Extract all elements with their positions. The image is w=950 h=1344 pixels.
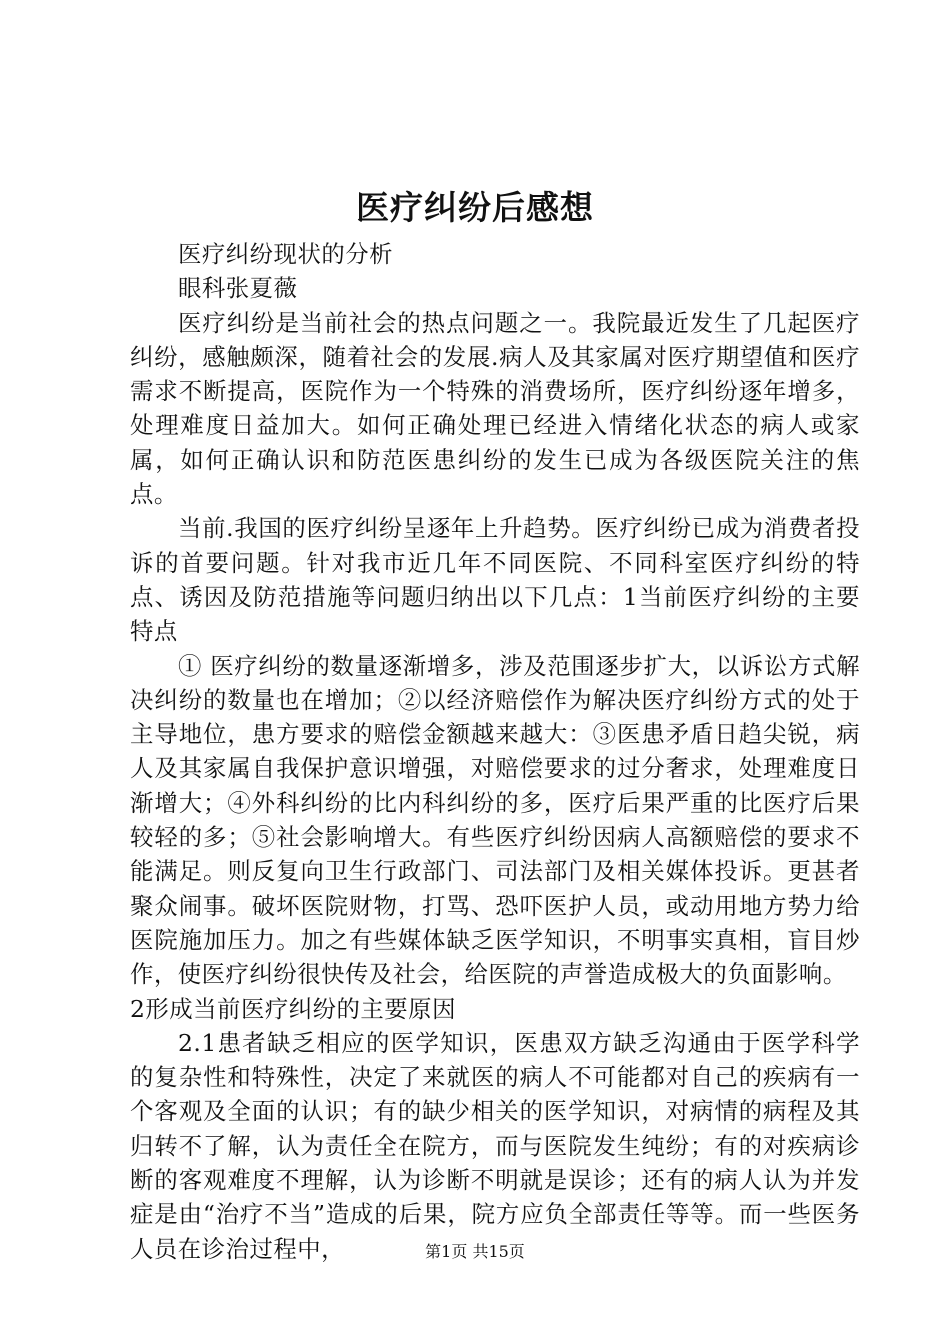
section-heading: 医疗纠纷现状的分析: [178, 240, 394, 268]
body-paragraph: 2.1患者缺乏相应的医学知识，医患双方缺乏沟通由于医学科学的复杂性和特殊性，决定了来就医的病人不可能都对自己的疾病有一个客观及全面的认识；有的缺少相关的医学知识，对病情的病程及其归转不了解，认为责任全在院方，而与医院发生纯纷；有的对疾病诊断的客观难度不理解，认为诊断不明就是误诊；还有的病人认为并发症是由“治疗不当”造成的后果，院方应负全部责任等等。而一些医务人员在诊治过程中，: [130, 1028, 860, 1263]
document-title: 医疗纠纷后感想: [356, 188, 594, 227]
body-paragraph: 医疗纠纷是当前社会的热点问题之一。我院最近发生了几起医疗纠纷，感触颇深，随着社会的发展.病人及其家属对医疗期望值和医疗需求不断提高，医院作为一个特殊的消费场所，医疗纠纷逐年增多，处理难度日益加大。如何正确处理已经进入情绪化状态的病人或家属，如何正确认识和防范医患纠纷的发生已成为各级医院关注的焦点。: [130, 308, 860, 509]
author-line: 眼科张夏薇: [178, 274, 298, 303]
body-paragraph: ① 医疗纠纷的数量逐渐增多，涉及范围逐步扩大，以诉讼方式解决纠纷的数量也在增加；②以经济赔偿作为解决医疗纠纷方式的处于主导地位，患方要求的赔偿金额越来越大：③医患矛盾日趋尖锐，病人及其家属自我保护意识增强，对赔偿要求的过分奢求，处理难度日渐增大；④外科纠纷的比内科纠纷的多，医疗后果严重的比医疗后果较轻的多；⑤社会影响增大。有些医疗纠纷因病人高额赔偿的要求不能满足。则反复向卫生行政部门、司法部门及相关媒体投诉。更甚者聚众闹事。破坏医院财物，打骂、恐吓医护人员，或动用地方势力给医院施加压力。加之有些媒体缺乏医学知识，不明事实真相，盲目炒作，使医疗纠纷很快传及社会，给医院的声誉造成极大的负面影响。: [130, 651, 860, 989]
document-body: [130, 237, 860, 1266]
subsection-heading: 2形成当前医疗纠纷的主要原因: [130, 994, 456, 1023]
page-number-footer: 第1页 共15页: [425, 1242, 525, 1261]
body-paragraph: 当前.我国的医疗纠纷呈逐年上升趋势。医疗纠纷已成为消费者投诉的首要问题。针对我市近几年不同医院、不同科室医疗纠纷的特点、诱因及防范措施等问题归纳出以下几点：1当前医疗纠纷的主要特点: [130, 514, 860, 646]
